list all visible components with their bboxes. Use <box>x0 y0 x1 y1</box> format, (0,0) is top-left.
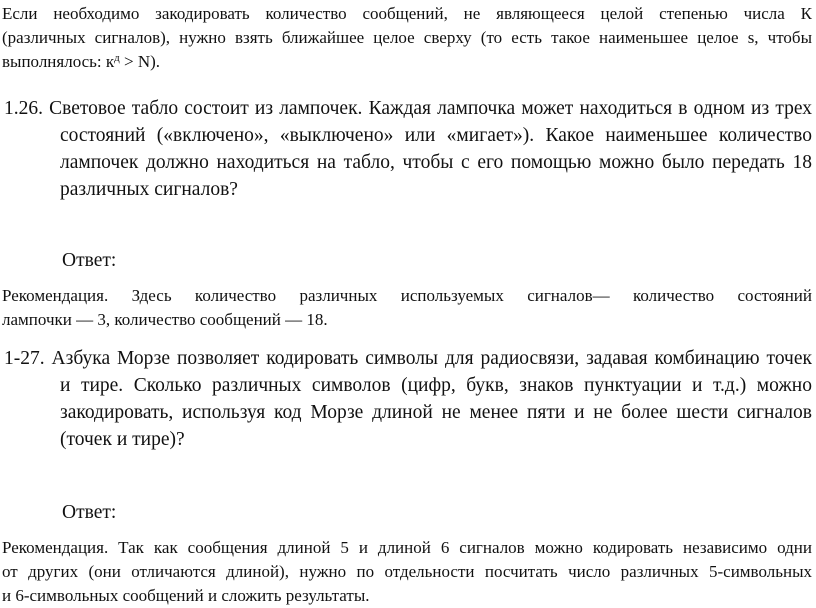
task-1-27-line-2: и тире. Сколько различных символов (цифр, букв, знаков пунктуации и т.д.) можно <box>60 375 812 396</box>
recommendation-1-line-1: Рекомендация. Здесь количество различных используемых сигналов— количество состояний <box>2 286 812 305</box>
task-1-26-line-3: лампочек должно находиться на табло, чтобы с его помощью можно было передать 18 <box>60 152 812 173</box>
intro-line-3-text: выполнялось: к <box>2 52 115 71</box>
answer-label-1: Ответ: <box>62 250 117 271</box>
intro-line-1: Если необходимо закодировать количество сообщений, не являющееся целой степенью числа К <box>2 4 812 23</box>
task-1-27-line-4: (точек и тире)? <box>60 429 185 450</box>
task-1-26-line-2: состояний («включено», «выключено» или «мигает»). Какое наименьшее количество <box>60 125 812 146</box>
recommendation-2-line-2: от других (они отличаются длиной), нужно по отдельности посчитать число различных 5-символьных <box>2 562 812 581</box>
recommendation-2-line-3: и 6-символьных сообщений и сложить результаты. <box>2 586 370 605</box>
task-1-26-line-4: различных сигналов? <box>60 179 238 200</box>
task-1-27 <box>4 345 812 453</box>
intro-line-3-tail: > N). <box>119 52 161 71</box>
task-1-26-line-1: 1.26. Световое табло состоит из лампочек. Каждая лампочка может находиться в одном из трех <box>4 98 812 119</box>
recommendation-1 <box>2 284 812 332</box>
recommendation-1-line-2: лампочки — 3, количество сообщений — 18. <box>2 310 328 329</box>
intro-line-3 <box>2 50 812 74</box>
intro-line-2: (различных сигналов), нужно взять ближайшее целое сверху (то есть такое наименьшее целое s, чтобы <box>2 28 812 47</box>
task-1-26 <box>4 95 812 203</box>
intro-superscript: д <box>114 52 120 64</box>
task-1-27-line-1: 1-27. Азбука Морзе позволяет кодировать символы для радиосвязи, задавая комбинацию точек <box>4 348 812 369</box>
task-1-27-line-3: закодировать, используя код Морзе длиной не менее пяти и не более шести сигналов <box>60 402 812 423</box>
recommendation-2-line-1: Рекомендация. Так как сообщения длиной 5 и длиной 6 сигналов можно кодировать независимо одни <box>2 538 812 557</box>
intro-paragraph <box>2 2 812 74</box>
answer-label-2: Ответ: <box>62 502 117 523</box>
recommendation-2 <box>2 536 812 608</box>
